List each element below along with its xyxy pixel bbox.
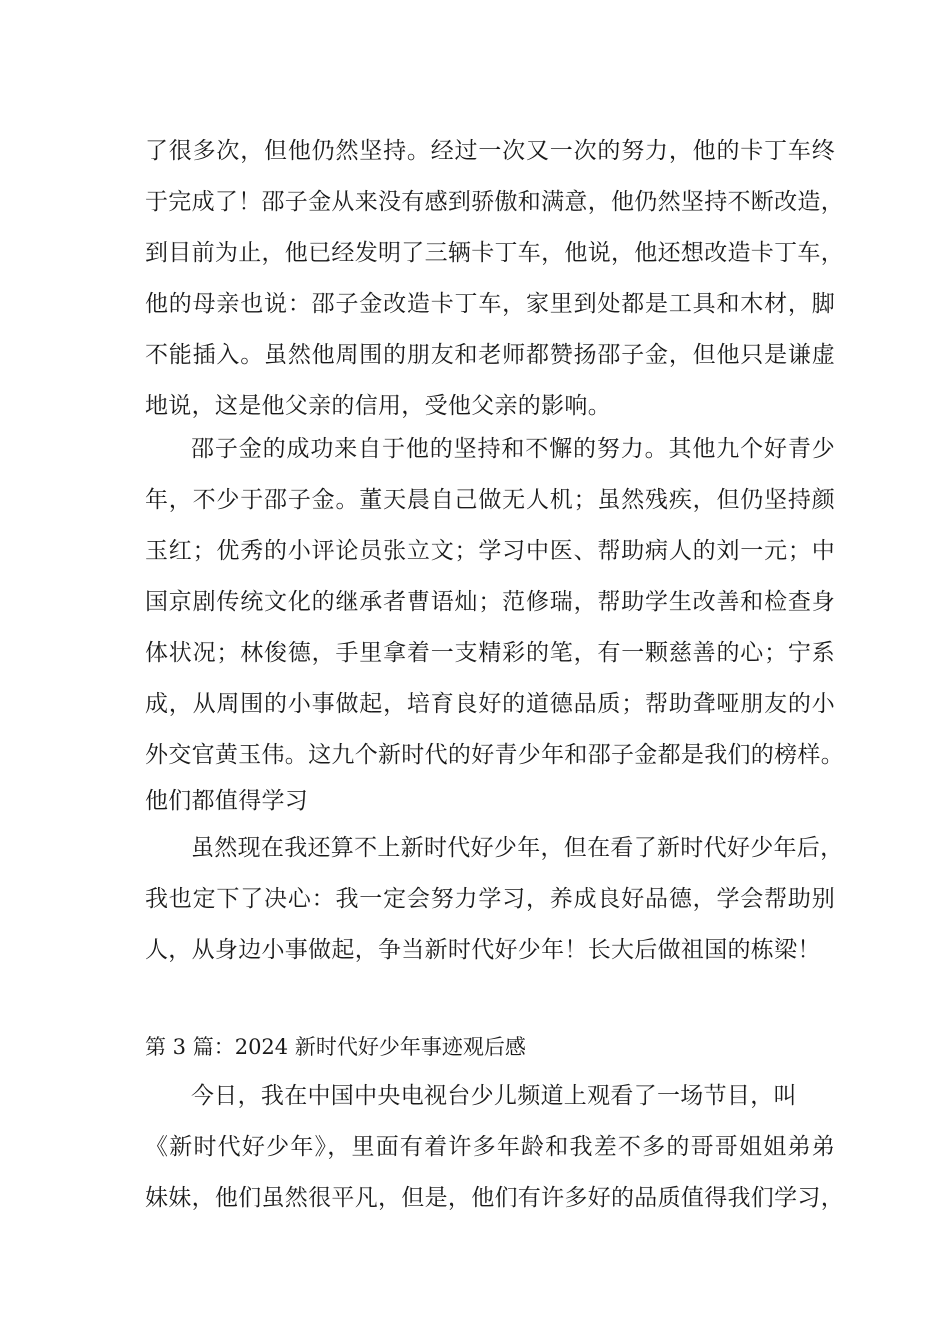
paragraph-1 — [145, 126, 844, 432]
text-line: 他的母亲也说：邵子金改造卡丁车，家里到处都是工具和木材，脚 — [145, 291, 835, 317]
section-heading: 第 3 篇：2024 新时代好少年事迹观后感 — [145, 1035, 526, 1059]
text-line: 地说，这是他父亲的信用，受他父亲的影响。 — [145, 393, 611, 419]
text-line: 虽然现在我还算不上新时代好少年，但在看了新时代好少年后， — [191, 835, 844, 861]
text-line: 不能插入。虽然他周围的朋友和老师都赞扬邵子金，但他只是谦虚 — [145, 342, 835, 368]
text-line: 国京剧传统文化的继承者曹语灿；范修瑞，帮助学生改善和检查身 — [145, 589, 835, 615]
text-line: 年，不少于邵子金。董天晨自己做无人机；虽然残疾，但仍坚持颜 — [145, 487, 835, 513]
text-line: 今日，我在中国中央电视台少儿频道上观看了一场节目，叫 — [191, 1083, 797, 1109]
text-line: 《新时代好少年》，里面有着许多年龄和我差不多的哥哥姐姐弟弟 — [145, 1134, 835, 1160]
text-line: 他们都值得学习 — [145, 788, 309, 814]
paragraph-2 — [145, 424, 844, 821]
text-line: 玉红；优秀的小评论员张立文；学习中医、帮助病人的刘一元；中 — [145, 538, 835, 564]
text-line: 体状况；林俊德，手里拿着一支精彩的笔，有一颗慈善的心；宁系 — [145, 640, 835, 666]
paragraph-3 — [145, 823, 844, 976]
text-line: 到目前为止，他已经发明了三辆卡丁车，他说，他还想改造卡丁车， — [145, 240, 844, 266]
text-line: 邵子金的成功来自于他的坚持和不懈的努力。其他九个好青少 — [191, 436, 835, 462]
section-paragraph — [145, 1071, 844, 1224]
text-line: 了很多次，但他仍然坚持。经过一次又一次的努力，他的卡丁车终 — [145, 138, 835, 164]
text-line: 于完成了！邵子金从来没有感到骄傲和满意，他仍然坚持不断改造， — [145, 189, 844, 215]
text-line: 人，从身边小事做起，争当新时代好少年！长大后做祖国的栋梁！ — [145, 937, 821, 963]
text-line: 成，从周围的小事做起，培育良好的道德品质；帮助聋哑朋友的小 — [145, 691, 835, 717]
text-line: 外交官黄玉伟。这九个新时代的好青少年和邵子金都是我们的榜样。 — [145, 742, 844, 768]
text-line: 妹妹，他们虽然很平凡，但是，他们有许多好的品质值得我们学习， — [145, 1185, 844, 1211]
text-line: 我也定下了决心：我一定会努力学习，养成良好品德，学会帮助别 — [145, 886, 835, 912]
